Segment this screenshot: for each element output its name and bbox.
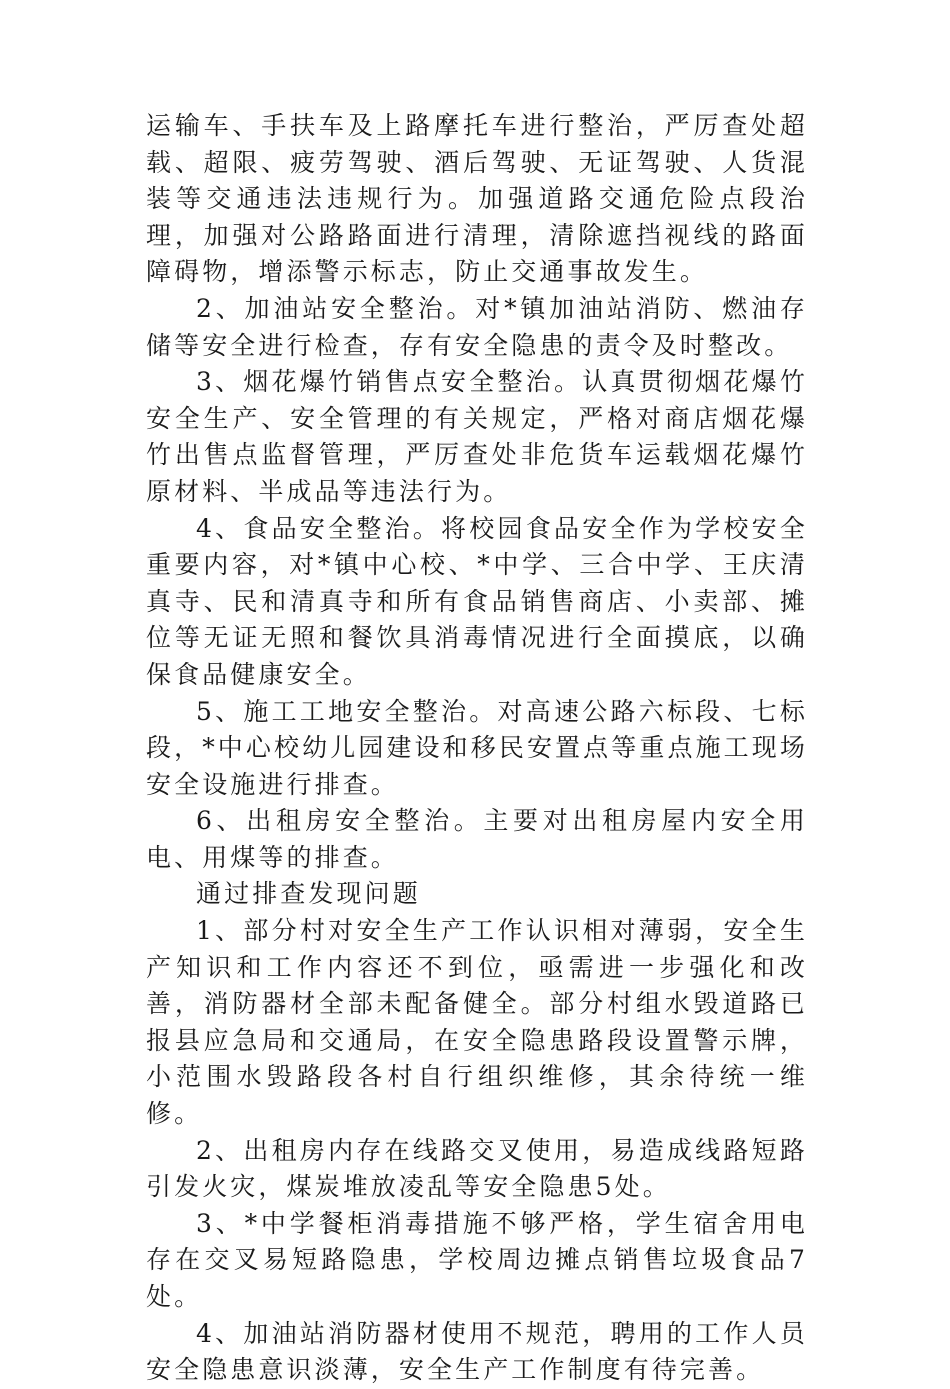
paragraph-traffic-rectification: 运输车、手扶车及上路摩托车进行整治，严厉查处超载、超限、疲劳驾驶、酒后驾驶、无证驾驶、人货混装等交通违法违规行为。加强道路交通危险点段治理，加强对公路路面进行清理，清除遮挡视线的路面障碍物，增添警示标志，防止交通事故发生。 (146, 111, 808, 287)
paragraph-construction-site-rectification: 5、施工工地安全整治。对高速公路六标段、七标段，*中心校幼儿园建设和移民安置点等重点施工现场安全设施进行排查。 (146, 696, 808, 799)
paragraph-problem-2: 2、出租房内存在线路交叉使用，易造成线路短路引发火灾，煤炭堆放凌乱等安全隐患5处。 (146, 1135, 808, 1202)
paragraph-rental-housing-rectification: 6、出租房安全整治。主要对出租房屋内安全用电、用煤等的排查。 (146, 806, 808, 872)
document-page (146, 108, 808, 1389)
paragraph-gas-station-rectification: 2、加油站安全整治。对*镇加油站消防、燃油存储等安全进行检查，存有安全隐患的责令及时整改。 (146, 293, 808, 360)
section-heading-problems-found: 通过排查发现问题 (196, 879, 421, 909)
paragraph-problem-1: 1、部分村对安全生产工作认识相对薄弱，安全生产知识和工作内容还不到位，亟需进一步强化和改善，消防器材全部未配备健全。部分村组水毁道路已报县应急局和交通局，在安全隐患路段设置警示牌，小范围水毁路段各村自行组织维修，其余待统一维修。 (146, 916, 808, 1129)
paragraph-problem-4: 4、加油站消防器材使用不规范，聘用的工作人员安全隐患意识淡薄，安全生产工作制度有待完善。 (146, 1318, 808, 1385)
paragraph-food-safety-rectification: 4、食品安全整治。将校园食品安全作为学校安全重要内容，对*镇中心校、*中学、三合中学、王庆清真寺、民和清真寺和所有食品销售商店、小卖部、摊位等无证无照和餐饮具消毒情况进行全面摸底，以确保食品健康安全。 (146, 513, 808, 689)
paragraph-fireworks-rectification: 3、烟花爆竹销售点安全整治。认真贯彻烟花爆竹安全生产、安全管理的有关规定，严格对商店烟花爆竹出售点监督管理，严厉查处非危货车运载烟花爆竹原材料、半成品等违法行为。 (146, 367, 808, 506)
paragraph-problem-3: 3、*中学餐柜消毒措施不够严格，学生宿舍用电存在交叉易短路隐患，学校周边摊点销售垃圾食品7处。 (146, 1208, 808, 1311)
